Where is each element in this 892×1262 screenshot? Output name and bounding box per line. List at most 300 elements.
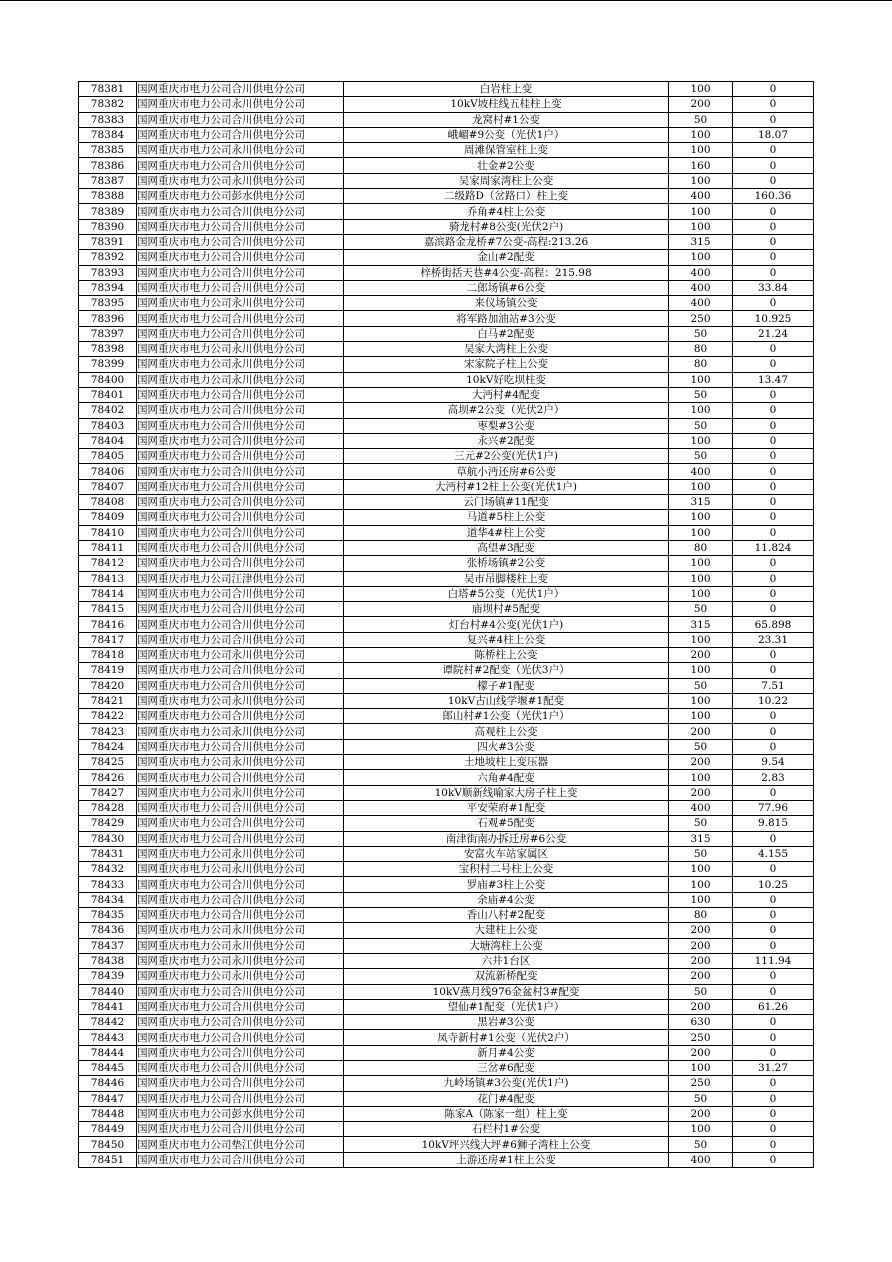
transformer-name-cell: 宝积村二号柱上公变 [344, 862, 669, 877]
transformer-name-cell: 吴家大湾柱上公变 [344, 342, 669, 357]
capacity-cell: 100 [669, 1122, 733, 1137]
page-top-rule [0, 0, 892, 1]
table-row [79, 877, 814, 892]
row-id-cell: 78429 [79, 816, 137, 831]
value-cell: 0 [733, 510, 814, 525]
row-id-cell: 78408 [79, 495, 137, 510]
transformer-name-cell: 九岭场镇#3公变(光伏1户) [344, 1076, 669, 1091]
value-cell: 0 [733, 433, 814, 448]
table-row [79, 709, 814, 724]
value-cell: 0 [733, 831, 814, 846]
transformer-name-cell: 二郎场镇#6公变 [344, 280, 669, 295]
company-cell: 国网重庆市电力公司永川供电分公司 [137, 846, 344, 861]
transformer-name-cell: 白岩柱上变 [344, 82, 669, 97]
row-id-cell: 78438 [79, 953, 137, 968]
company-cell: 国网重庆市电力公司彭水供电分公司 [137, 189, 344, 204]
capacity-cell: 50 [669, 984, 733, 999]
table-row [79, 525, 814, 540]
row-id-cell: 78434 [79, 892, 137, 907]
value-cell: 23.31 [733, 632, 814, 647]
table-row [79, 1106, 814, 1121]
company-cell: 国网重庆市电力公司合川供电分公司 [137, 204, 344, 219]
company-cell: 国网重庆市电力公司合川供电分公司 [137, 495, 344, 510]
transformer-name-cell: 云门场镇#11配变 [344, 495, 669, 510]
row-id-cell: 78402 [79, 403, 137, 418]
table-row [79, 326, 814, 341]
company-cell: 国网重庆市电力公司合川供电分公司 [137, 433, 344, 448]
value-cell: 18.07 [733, 127, 814, 142]
capacity-cell: 100 [669, 1061, 733, 1076]
transformer-name-cell: 花门#4配变 [344, 1091, 669, 1106]
table-row [79, 617, 814, 632]
table-row [79, 1091, 814, 1106]
capacity-cell: 100 [669, 372, 733, 387]
table-row [79, 770, 814, 785]
company-cell: 国网重庆市电力公司合川供电分公司 [137, 449, 344, 464]
company-cell: 国网重庆市电力公司永川供电分公司 [137, 862, 344, 877]
table-row [79, 265, 814, 280]
capacity-cell: 50 [669, 1091, 733, 1106]
capacity-cell: 100 [669, 709, 733, 724]
transformer-name-cell: 骑龙村#8公变(光伏2户) [344, 219, 669, 234]
capacity-cell: 200 [669, 969, 733, 984]
company-cell: 国网重庆市电力公司合川供电分公司 [137, 510, 344, 525]
row-id-cell: 78395 [79, 296, 137, 311]
transformer-name-cell: 高坝#2公变（光伏2户） [344, 403, 669, 418]
capacity-cell: 200 [669, 1045, 733, 1060]
table-row [79, 846, 814, 861]
value-cell: 10.22 [733, 693, 814, 708]
value-cell: 31.27 [733, 1061, 814, 1076]
table-row [79, 479, 814, 494]
company-cell: 国网重庆市电力公司永川供电分公司 [137, 969, 344, 984]
table-row [79, 724, 814, 739]
table-row [79, 1015, 814, 1030]
row-id-cell: 78387 [79, 173, 137, 188]
table-row [79, 372, 814, 387]
transformer-name-cell: 灯台村#4公变(光伏1户) [344, 617, 669, 632]
value-cell: 21.24 [733, 326, 814, 341]
transformer-name-cell: 大沔村#4配变 [344, 387, 669, 402]
company-cell: 国网重庆市电力公司永川供电分公司 [137, 785, 344, 800]
row-id-cell: 78433 [79, 877, 137, 892]
company-cell: 国网重庆市电力公司合川供电分公司 [137, 1152, 344, 1167]
row-id-cell: 78450 [79, 1137, 137, 1152]
value-cell: 0 [733, 1137, 814, 1152]
row-id-cell: 78417 [79, 632, 137, 647]
table-row [79, 602, 814, 617]
table-row [79, 342, 814, 357]
transformer-name-cell: 新月#4公变 [344, 1045, 669, 1060]
table-row [79, 495, 814, 510]
company-cell: 国网重庆市电力公司合川供电分公司 [137, 1045, 344, 1060]
transformer-name-cell: 将军路加油站#3公变 [344, 311, 669, 326]
transformer-name-cell: 高望#3配变 [344, 540, 669, 555]
company-cell: 国网重庆市电力公司合川供电分公司 [137, 127, 344, 142]
value-cell: 7.51 [733, 678, 814, 693]
row-id-cell: 78445 [79, 1061, 137, 1076]
company-cell: 国网重庆市电力公司合川供电分公司 [137, 877, 344, 892]
row-id-cell: 78423 [79, 724, 137, 739]
value-cell: 0 [733, 296, 814, 311]
table-row [79, 311, 814, 326]
transformer-name-cell: 嘉滨路金龙桥#7公变-高程:213.26 [344, 234, 669, 249]
company-cell: 国网重庆市电力公司合川供电分公司 [137, 1015, 344, 1030]
table-row [79, 189, 814, 204]
table-row [79, 739, 814, 754]
value-cell: 0 [733, 495, 814, 510]
capacity-cell: 100 [669, 403, 733, 418]
row-id-cell: 78416 [79, 617, 137, 632]
company-cell: 国网重庆市电力公司合川供电分公司 [137, 908, 344, 923]
company-cell: 国网重庆市电力公司合川供电分公司 [137, 632, 344, 647]
capacity-cell: 160 [669, 158, 733, 173]
value-cell: 0 [733, 785, 814, 800]
table-row [79, 1061, 814, 1076]
value-cell: 0 [733, 234, 814, 249]
table-row [79, 219, 814, 234]
capacity-cell: 50 [669, 739, 733, 754]
capacity-cell: 100 [669, 693, 733, 708]
company-cell: 国网重庆市电力公司合川供电分公司 [137, 556, 344, 571]
row-id-cell: 78424 [79, 739, 137, 754]
transformer-name-cell: 石栏村1#公变 [344, 1122, 669, 1137]
transformer-name-cell: 张桥场镇#2公变 [344, 556, 669, 571]
transformer-name-cell: 梓桥街括天巷#4公变-高程：215.98 [344, 265, 669, 280]
capacity-cell: 200 [669, 647, 733, 662]
transformer-name-cell: 平安荣府#1配变 [344, 800, 669, 815]
company-cell: 国网重庆市电力公司永川供电分公司 [137, 173, 344, 188]
company-cell: 国网重庆市电力公司合川供电分公司 [137, 250, 344, 265]
company-cell: 国网重庆市电力公司合川供电分公司 [137, 984, 344, 999]
capacity-cell: 50 [669, 418, 733, 433]
capacity-cell: 100 [669, 250, 733, 265]
company-cell: 国网重庆市电力公司永川供电分公司 [137, 923, 344, 938]
company-cell: 国网重庆市电力公司彭水供电分公司 [137, 1106, 344, 1121]
capacity-cell: 250 [669, 1030, 733, 1045]
value-cell: 0 [733, 357, 814, 372]
value-cell: 0 [733, 938, 814, 953]
capacity-cell: 100 [669, 143, 733, 158]
table-row [79, 831, 814, 846]
value-cell: 0 [733, 556, 814, 571]
transformer-name-cell: 10kV古山线学堰#1配变 [344, 693, 669, 708]
value-cell: 0 [733, 1076, 814, 1091]
value-cell: 4.155 [733, 846, 814, 861]
company-cell: 国网重庆市电力公司合川供电分公司 [137, 663, 344, 678]
transformer-name-cell: 三元#2公变(光伏1户) [344, 449, 669, 464]
company-cell: 国网重庆市电力公司合川供电分公司 [137, 709, 344, 724]
value-cell: 0 [733, 82, 814, 97]
transformer-name-cell: 望仙#1配变（光伏1户） [344, 999, 669, 1014]
capacity-cell: 400 [669, 1152, 733, 1167]
capacity-cell: 200 [669, 755, 733, 770]
company-cell: 国网重庆市电力公司合川供电分公司 [137, 234, 344, 249]
table-row [79, 999, 814, 1014]
table-row [79, 984, 814, 999]
row-id-cell: 78448 [79, 1106, 137, 1121]
value-cell: 13.47 [733, 372, 814, 387]
value-cell: 0 [733, 112, 814, 127]
value-cell: 111.94 [733, 953, 814, 968]
value-cell: 0 [733, 724, 814, 739]
row-id-cell: 78414 [79, 586, 137, 601]
capacity-cell: 200 [669, 785, 733, 800]
company-cell: 国网重庆市电力公司永川供电分公司 [137, 693, 344, 708]
table-row [79, 862, 814, 877]
value-cell: 10.925 [733, 311, 814, 326]
value-cell: 0 [733, 219, 814, 234]
transformer-name-cell: 余庙#4公变 [344, 892, 669, 907]
company-cell: 国网重庆市电力公司永川供电分公司 [137, 342, 344, 357]
transformer-name-cell: 大塘湾柱上公变 [344, 938, 669, 953]
transformer-name-cell: 高观柱上公变 [344, 724, 669, 739]
value-cell: 0 [733, 1045, 814, 1060]
table-row [79, 82, 814, 97]
capacity-cell: 100 [669, 173, 733, 188]
capacity-cell: 250 [669, 1076, 733, 1091]
row-id-cell: 78432 [79, 862, 137, 877]
capacity-cell: 50 [669, 326, 733, 341]
capacity-cell: 400 [669, 280, 733, 295]
capacity-cell: 100 [669, 204, 733, 219]
table-row [79, 908, 814, 923]
row-id-cell: 78446 [79, 1076, 137, 1091]
row-id-cell: 78401 [79, 387, 137, 402]
value-cell: 2.83 [733, 770, 814, 785]
row-id-cell: 78440 [79, 984, 137, 999]
transformer-name-cell: 10kV坡柱线五桂柱上变 [344, 97, 669, 112]
capacity-cell: 100 [669, 219, 733, 234]
value-cell: 0 [733, 862, 814, 877]
transformer-name-cell: 土地坡柱上变压器 [344, 755, 669, 770]
value-cell: 0 [733, 418, 814, 433]
value-cell: 0 [733, 158, 814, 173]
capacity-cell: 50 [669, 1137, 733, 1152]
table-row [79, 204, 814, 219]
row-id-cell: 78435 [79, 908, 137, 923]
capacity-cell: 100 [669, 127, 733, 142]
company-cell: 国网重庆市电力公司合川供电分公司 [137, 265, 344, 280]
row-id-cell: 78405 [79, 449, 137, 464]
capacity-cell: 50 [669, 816, 733, 831]
row-id-cell: 78390 [79, 219, 137, 234]
table-row [79, 892, 814, 907]
row-id-cell: 78398 [79, 342, 137, 357]
value-cell: 0 [733, 479, 814, 494]
value-cell: 0 [733, 265, 814, 280]
value-cell: 0 [733, 647, 814, 662]
row-id-cell: 78444 [79, 1045, 137, 1060]
row-id-cell: 78437 [79, 938, 137, 953]
row-id-cell: 78410 [79, 525, 137, 540]
capacity-cell: 400 [669, 464, 733, 479]
capacity-cell: 80 [669, 540, 733, 555]
capacity-cell: 50 [669, 678, 733, 693]
company-cell: 国网重庆市电力公司合川供电分公司 [137, 540, 344, 555]
table-row [79, 647, 814, 662]
table-row [79, 1137, 814, 1152]
transformer-name-cell: 香山八村#2配变 [344, 908, 669, 923]
value-cell: 0 [733, 387, 814, 402]
row-id-cell: 78404 [79, 433, 137, 448]
company-cell: 国网重庆市电力公司合川供电分公司 [137, 280, 344, 295]
transformer-name-cell: 10kV顺新线喻家大房子柱上变 [344, 785, 669, 800]
value-cell: 160.36 [733, 189, 814, 204]
capacity-cell: 100 [669, 571, 733, 586]
row-id-cell: 78426 [79, 770, 137, 785]
company-cell: 国网重庆市电力公司合川供电分公司 [137, 800, 344, 815]
capacity-cell: 200 [669, 938, 733, 953]
value-cell: 0 [733, 1015, 814, 1030]
row-id-cell: 78381 [79, 82, 137, 97]
row-id-cell: 78430 [79, 831, 137, 846]
company-cell: 国网重庆市电力公司合川供电分公司 [137, 418, 344, 433]
value-cell: 0 [733, 97, 814, 112]
table-row [79, 785, 814, 800]
table-row [79, 158, 814, 173]
table-row [79, 540, 814, 555]
table-row [79, 969, 814, 984]
company-cell: 国网重庆市电力公司合川供电分公司 [137, 525, 344, 540]
transformer-name-cell: 白马#2配变 [344, 326, 669, 341]
company-cell: 国网重庆市电力公司合川供电分公司 [137, 1091, 344, 1106]
transformer-name-cell: 陈桥柱上公变 [344, 647, 669, 662]
company-cell: 国网重庆市电力公司合川供电分公司 [137, 586, 344, 601]
transformer-name-cell: 复兴#4柱上公变 [344, 632, 669, 647]
value-cell: 9.54 [733, 755, 814, 770]
row-id-cell: 78449 [79, 1122, 137, 1137]
company-cell: 国网重庆市电力公司合川供电分公司 [137, 158, 344, 173]
capacity-cell: 80 [669, 357, 733, 372]
transformer-name-cell: 大沔村#12柱上公变(光伏1户) [344, 479, 669, 494]
capacity-cell: 400 [669, 800, 733, 815]
company-cell: 国网重庆市电力公司永川供电分公司 [137, 97, 344, 112]
value-cell: 0 [733, 571, 814, 586]
company-cell: 国网重庆市电力公司合川供电分公司 [137, 678, 344, 693]
value-cell: 0 [733, 1030, 814, 1045]
transformer-name-cell: 峨嵋#9公变（光伏1户） [344, 127, 669, 142]
transformer-name-cell: 陈家A（陈家一组）柱上变 [344, 1106, 669, 1121]
capacity-cell: 400 [669, 265, 733, 280]
transformer-name-cell: 金山#2配变 [344, 250, 669, 265]
row-id-cell: 78421 [79, 693, 137, 708]
row-id-cell: 78411 [79, 540, 137, 555]
row-id-cell: 78415 [79, 602, 137, 617]
transformer-name-cell: 来仪场镇公变 [344, 296, 669, 311]
row-id-cell: 78385 [79, 143, 137, 158]
table-row [79, 250, 814, 265]
table-row [79, 403, 814, 418]
company-cell: 国网重庆市电力公司合川供电分公司 [137, 999, 344, 1014]
transformer-name-cell: 白塔#5公变（光伏1户） [344, 586, 669, 601]
capacity-cell: 200 [669, 724, 733, 739]
row-id-cell: 78389 [79, 204, 137, 219]
table-row [79, 923, 814, 938]
row-id-cell: 78400 [79, 372, 137, 387]
capacity-cell: 100 [669, 770, 733, 785]
transformer-name-cell: 二级路D（岔路口）柱上变 [344, 189, 669, 204]
row-id-cell: 78382 [79, 97, 137, 112]
table-row [79, 1122, 814, 1137]
transformer-name-cell: 庙坝村#5配变 [344, 602, 669, 617]
value-cell: 0 [733, 250, 814, 265]
capacity-cell: 50 [669, 112, 733, 127]
capacity-cell: 100 [669, 556, 733, 571]
value-cell: 0 [733, 908, 814, 923]
capacity-cell: 80 [669, 908, 733, 923]
capacity-cell: 100 [669, 892, 733, 907]
value-cell: 0 [733, 923, 814, 938]
row-id-cell: 78399 [79, 357, 137, 372]
capacity-cell: 200 [669, 999, 733, 1014]
capacity-cell: 200 [669, 953, 733, 968]
capacity-cell: 100 [669, 862, 733, 877]
table-row [79, 953, 814, 968]
table-row [79, 571, 814, 586]
capacity-cell: 100 [669, 632, 733, 647]
value-cell: 0 [733, 1122, 814, 1137]
value-cell: 0 [733, 663, 814, 678]
table-row [79, 510, 814, 525]
transformer-name-cell: 安富火车站家属区 [344, 846, 669, 861]
value-cell: 0 [733, 602, 814, 617]
table-row [79, 449, 814, 464]
company-cell: 国网重庆市电力公司合川供电分公司 [137, 479, 344, 494]
transformer-name-cell: 罗庙#3柱上公变 [344, 877, 669, 892]
value-cell: 0 [733, 1091, 814, 1106]
row-id-cell: 78413 [79, 571, 137, 586]
capacity-cell: 100 [669, 433, 733, 448]
value-cell: 11.824 [733, 540, 814, 555]
table-row [79, 234, 814, 249]
row-id-cell: 78418 [79, 647, 137, 662]
row-id-cell: 78393 [79, 265, 137, 280]
table-row [79, 663, 814, 678]
value-cell: 0 [733, 173, 814, 188]
table-row [79, 1030, 814, 1045]
value-cell: 0 [733, 969, 814, 984]
table-row [79, 112, 814, 127]
transformer-name-cell: 双流新桥配变 [344, 969, 669, 984]
table-row [79, 556, 814, 571]
value-cell: 0 [733, 464, 814, 479]
company-cell: 国网重庆市电力公司合川供电分公司 [137, 617, 344, 632]
capacity-cell: 100 [669, 479, 733, 494]
company-cell: 国网重庆市电力公司合川供电分公司 [137, 1030, 344, 1045]
transformer-table [78, 81, 814, 1168]
capacity-cell: 630 [669, 1015, 733, 1030]
row-id-cell: 78412 [79, 556, 137, 571]
transformer-name-cell: 10kV坪兴线大坪#6狮子湾柱上公变 [344, 1137, 669, 1152]
value-cell: 0 [733, 1152, 814, 1167]
row-id-cell: 78406 [79, 464, 137, 479]
company-cell: 国网重庆市电力公司合川供电分公司 [137, 311, 344, 326]
table-row [79, 387, 814, 402]
row-id-cell: 78407 [79, 479, 137, 494]
value-cell: 0 [733, 1106, 814, 1121]
transformer-name-cell: 檬子#1配变 [344, 678, 669, 693]
row-id-cell: 78409 [79, 510, 137, 525]
table-row [79, 938, 814, 953]
row-id-cell: 78431 [79, 846, 137, 861]
capacity-cell: 100 [669, 525, 733, 540]
transformer-name-cell: 龙窝村#1公变 [344, 112, 669, 127]
table-row [79, 1076, 814, 1091]
company-cell: 国网重庆市电力公司合川供电分公司 [137, 82, 344, 97]
capacity-cell: 50 [669, 602, 733, 617]
row-id-cell: 78436 [79, 923, 137, 938]
